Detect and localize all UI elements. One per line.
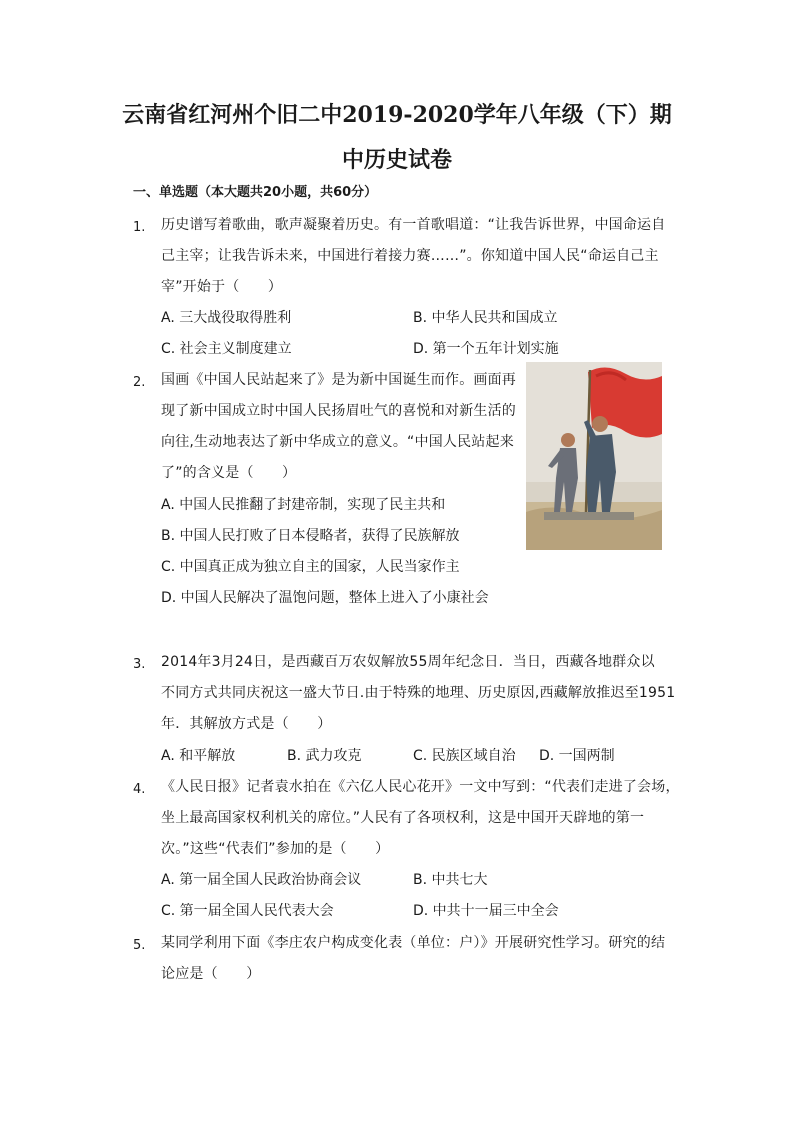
painting-image: [526, 362, 662, 550]
question-3-option-a: A. 和平解放: [161, 748, 236, 764]
question-2-option-d: D. 中国人民解决了温饱问题，整体上进入了小康社会: [161, 590, 489, 606]
question-4-option-b: B. 中共七大: [413, 872, 488, 888]
question-3-line-2: 不同方式共同庆祝这一盛大节日.由于特殊的地理、历史原因,西藏解放推迟至1951: [161, 685, 676, 701]
question-3-number: 3.: [133, 657, 146, 672]
question-3-line-1: 2014年3月24日，是西藏百万农奴解放55周年纪念日．当日，西藏各地群众以: [161, 654, 655, 670]
question-1-line-2: 己主宰；让我告诉未来，中国进行着接力赛……”。你知道中国人民“命运自己主: [161, 248, 659, 264]
section-heading: 一、单选题（本大题共20小题，共60分）: [133, 185, 378, 200]
question-2-line-2: 现了新中国成立时中国人民扬眉吐气的喜悦和对新生活的: [161, 403, 516, 419]
question-1-number: 1.: [133, 220, 146, 235]
question-2-number: 2.: [133, 375, 146, 390]
question-1-option-d: D. 第一个五年计划实施: [413, 341, 559, 357]
question-4-line-1: 《人民日报》记者袁水拍在《六亿人民心花开》一文中写到：“代表们走进了会场，: [161, 779, 680, 795]
exam-title-line2: 中历史试卷: [341, 147, 452, 173]
question-1-option-a: A. 三大战役取得胜利: [161, 310, 292, 326]
question-4-line-2: 坐上最高国家权利机关的席位。”人民有了各项权利，这是中国开天辟地的第一: [161, 810, 645, 826]
question-4-option-c: C. 第一届全国人民代表大会: [161, 903, 334, 919]
question-2-option-a: A. 中国人民推翻了封建帝制，实现了民主共和: [161, 497, 446, 513]
question-4-option-d: D. 中共十一届三中全会: [413, 903, 559, 919]
question-4-option-a: A. 第一届全国人民政治协商会议: [161, 872, 362, 888]
question-2-line-3: 向往,生动地表达了新中华成立的意义。“中国人民站起来: [161, 434, 514, 450]
question-3-line-3: 年．其解放方式是（ ）: [161, 716, 332, 732]
question-1-line-1: 历史谱写着歌曲，歌声凝聚着历史。有一首歌唱道：“让我告诉世界，中国命运自: [161, 217, 666, 233]
question-1-option-c: C. 社会主义制度建立: [161, 341, 292, 357]
question-1-option-b: B. 中华人民共和国成立: [413, 310, 558, 326]
question-5-line-2: 论应是（ ）: [161, 966, 261, 982]
question-3-option-d: D. 一国两制: [539, 748, 615, 764]
question-2-option-b: B. 中国人民打败了日本侵略者，获得了民族解放: [161, 528, 460, 544]
question-4-line-3: 次。”这些“代表们”参加的是（ ）: [161, 841, 390, 857]
question-2-line-1: 国画《中国人民站起来了》是为新中国诞生而作。画面再: [161, 372, 516, 388]
question-5-number: 5.: [133, 938, 146, 953]
question-3-option-b: B. 武力攻克: [287, 748, 362, 764]
question-2-line-4: 了”的含义是（ ）: [161, 465, 297, 481]
painting-illustration-icon: [526, 362, 662, 550]
exam-title-line1: 云南省红河州个旧二中2019-2020学年八年级（下）期: [122, 102, 672, 128]
question-1-line-3: 宰”开始于（ ）: [161, 279, 283, 295]
question-3-option-c: C. 民族区域自治: [413, 748, 516, 764]
question-5-line-1: 某同学利用下面《李庄农户构成变化表（单位：户）》开展研究性学习。研究的结: [161, 935, 666, 951]
question-2-option-c: C. 中国真正成为独立自主的国家，人民当家作主: [161, 559, 460, 575]
question-4-number: 4.: [133, 782, 146, 797]
